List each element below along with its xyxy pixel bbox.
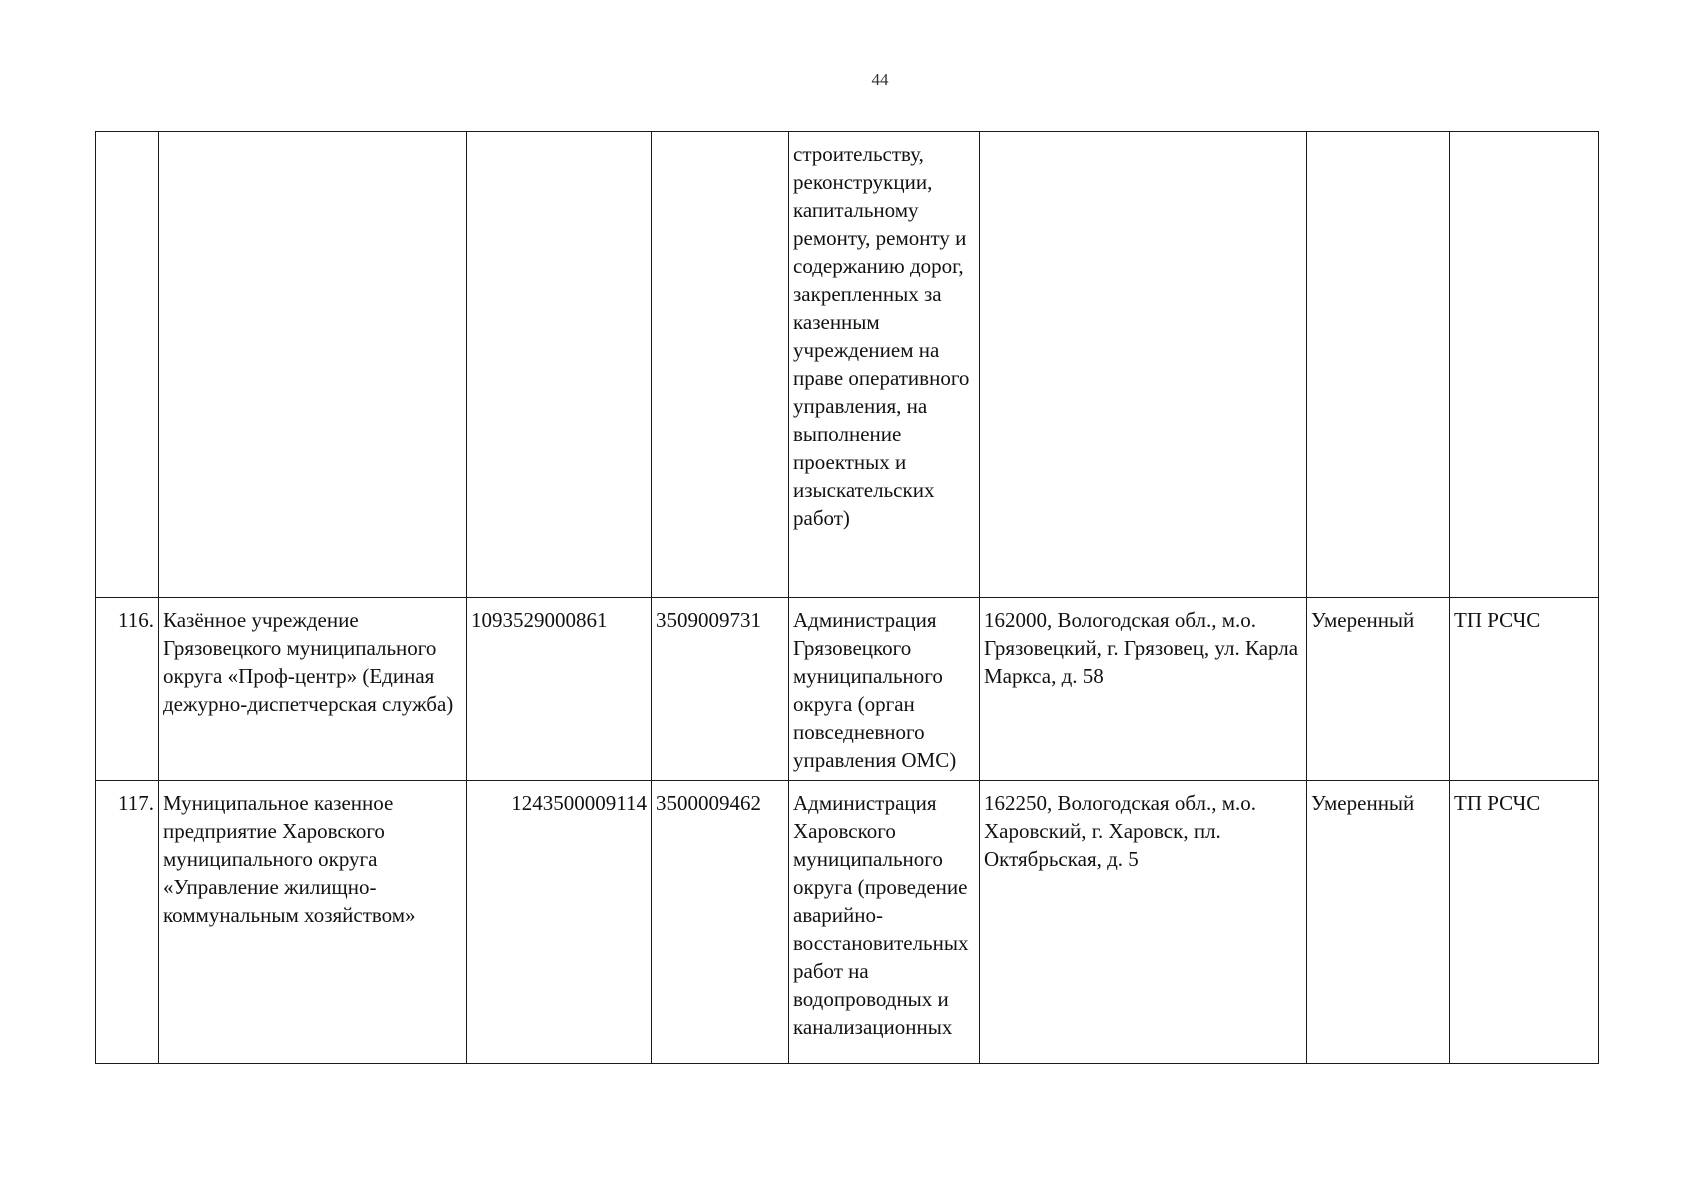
risk-level: Умеренный [1307,598,1450,781]
table-row-continuation [96,132,1599,598]
inn: 3500009462 [652,781,789,1064]
inn [652,132,789,598]
system: ТП РСЧС [1450,598,1599,781]
inn: 3509009731 [652,598,789,781]
address: 162000, Вологодская обл., м.о. Грязовецкий, г. Грязовец, ул. Карла Маркса, д. 58 [980,598,1307,781]
row-number: 117. [96,781,159,1064]
ogrn: 1243500009114 [467,781,652,1064]
organization-name: Казённое учреждение Грязовецкого муниципального округа «Проф-центр» (Единая дежурно-диспетчерская служба) [159,598,467,781]
risk-level [1307,132,1450,598]
ogrn: 1093529000861 [467,598,652,781]
row-number: 116. [96,598,159,781]
governing-body: строительству, реконструкции, капитальному ремонту, ремонту и содержанию дорог, закрепленных за казенным учреждением на праве оперативного управления, на выполнение проектных и изыскательских работ) [789,132,980,598]
address: 162250, Вологодская обл., м.о. Харовский, г. Харовск, пл. Октябрьская, д. 5 [980,781,1307,1064]
governing-body: Администрация Грязовецкого муниципального округа (орган повседневного управления ОМС) [789,598,980,781]
page-number: 44 [871,70,889,89]
system [1450,132,1599,598]
table-row [96,781,1599,1064]
risk-level: Умеренный [1307,781,1450,1064]
ogrn [467,132,652,598]
organization-name: Муниципальное казенное предприятие Харовского муниципального округа «Управление жилищно-коммунальным хозяйством» [159,781,467,1064]
table-row [96,598,1599,781]
row-number [96,132,159,598]
organization-name [159,132,467,598]
registry-table [95,131,1599,1064]
governing-body: Администрация Харовского муниципального округа (проведение аварийно-восстановительных работ на водопроводных и канализационных [789,781,980,1064]
system: ТП РСЧС [1450,781,1599,1064]
address [980,132,1307,598]
